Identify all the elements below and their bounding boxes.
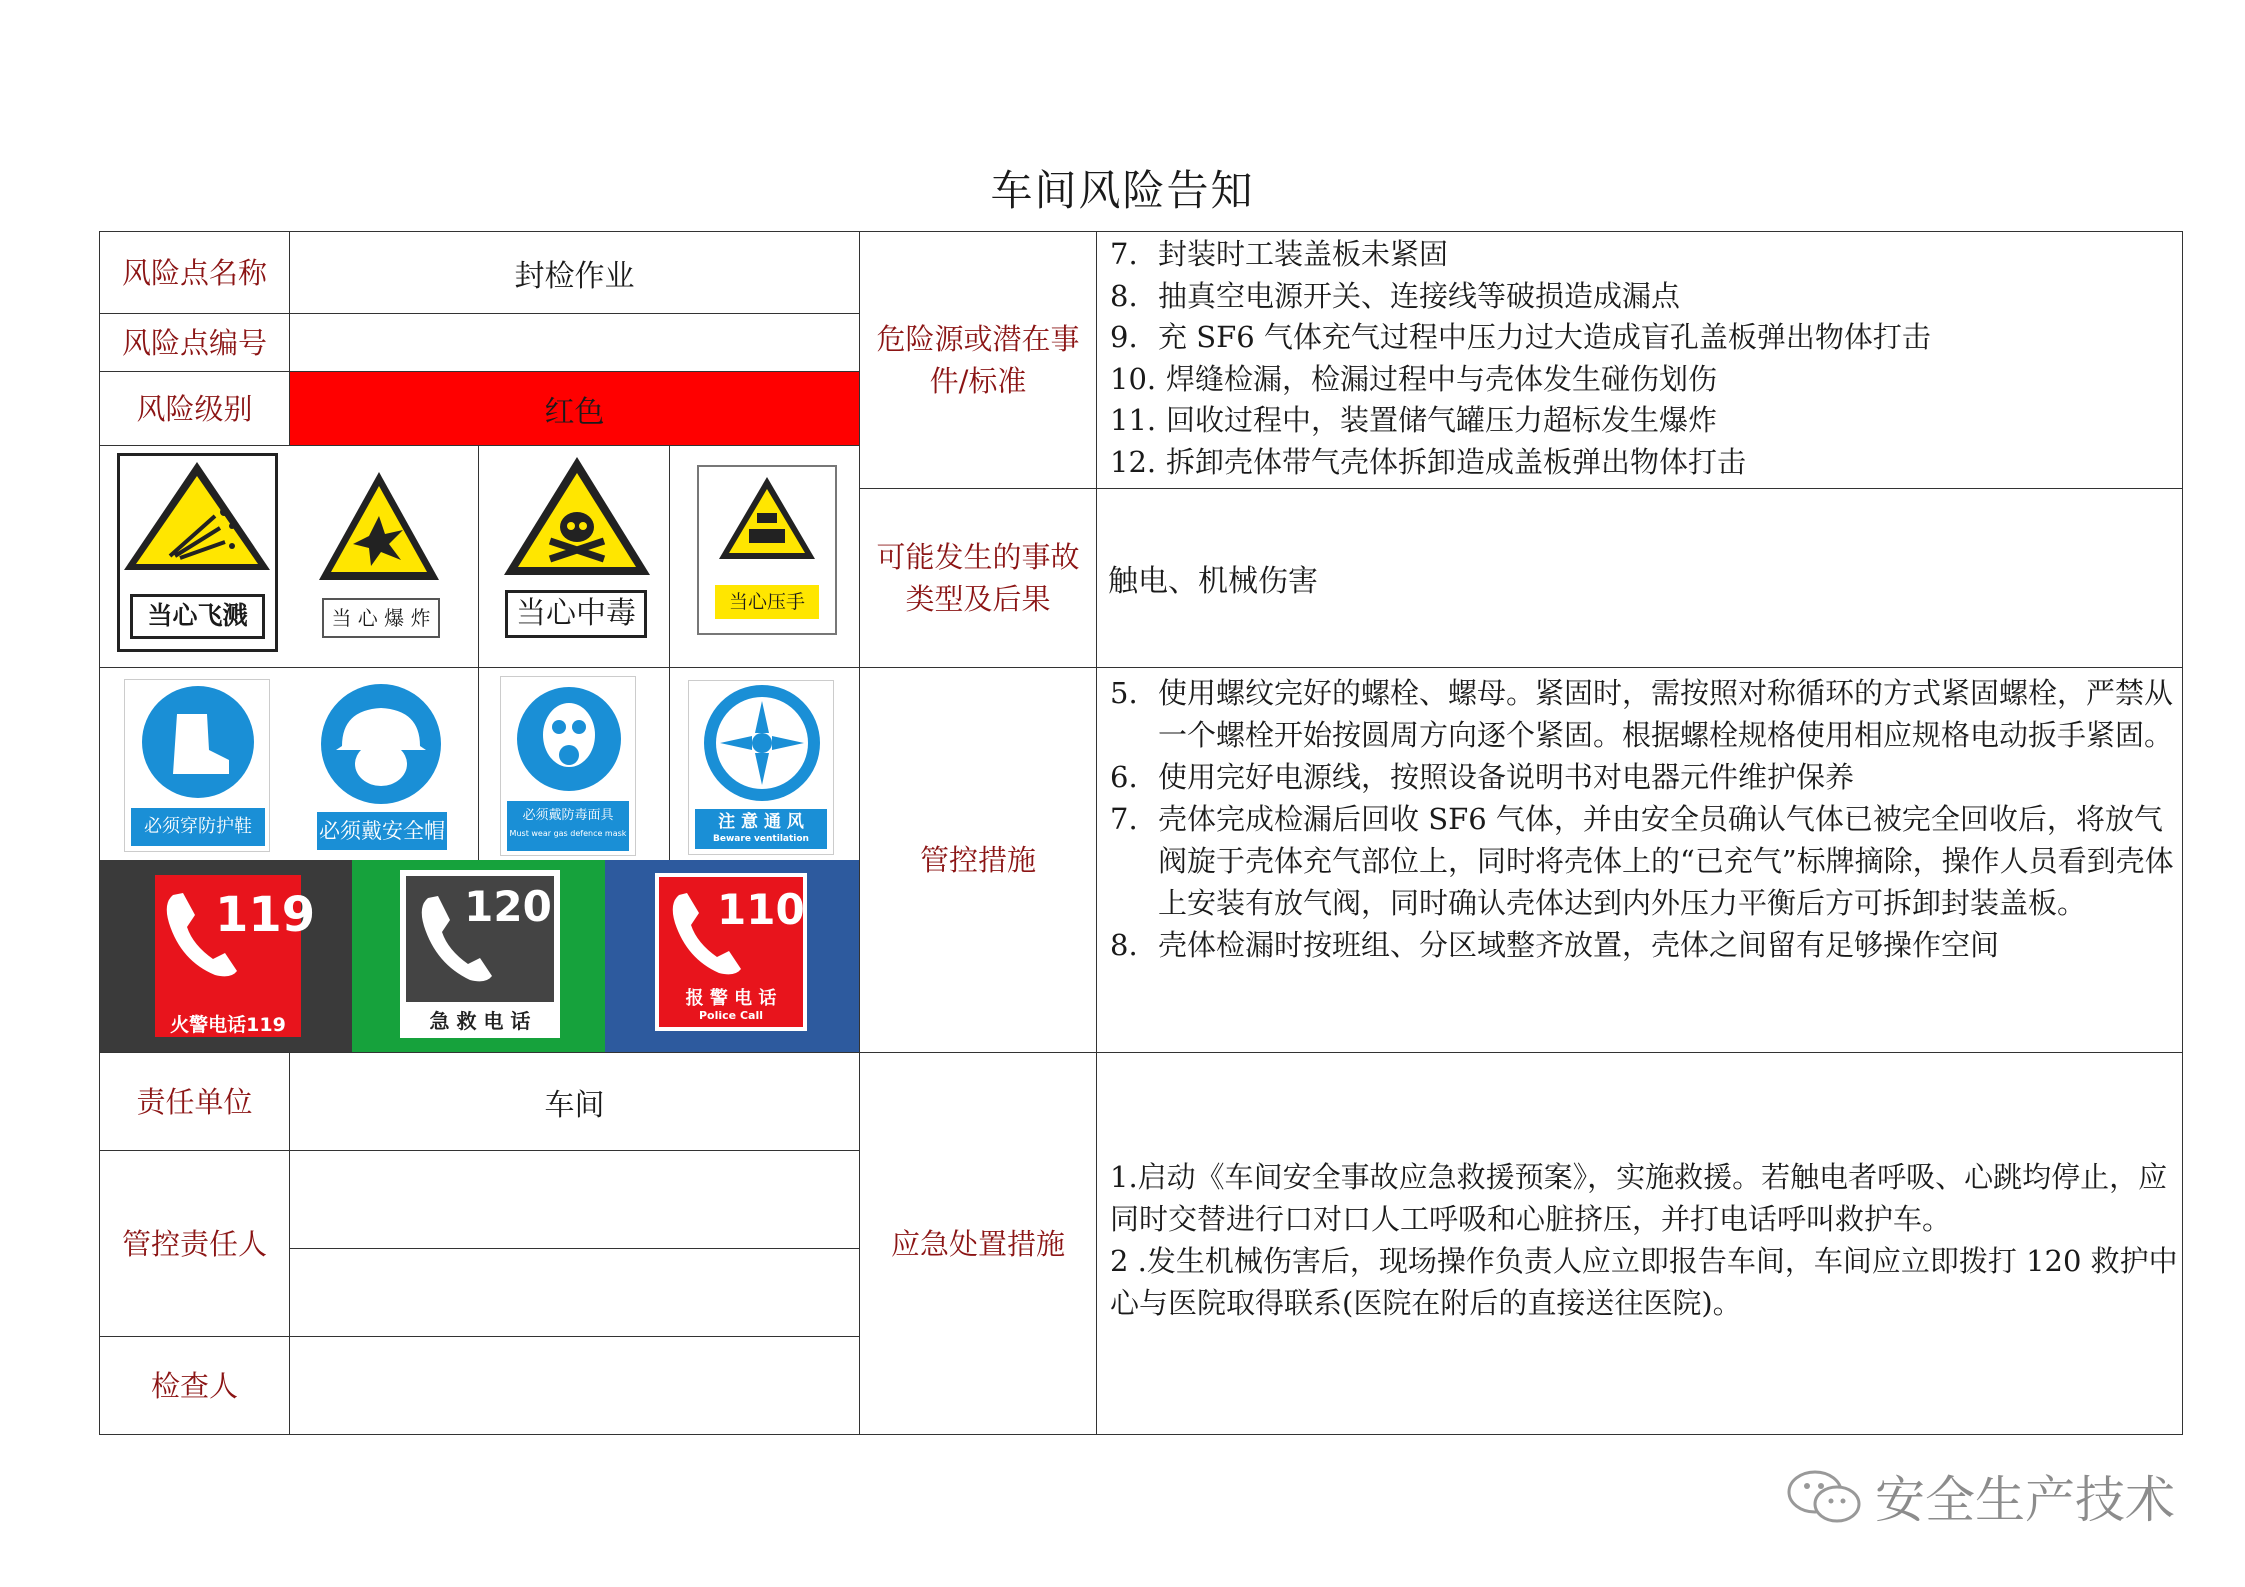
sign-caption: 报 警 电 话 Police Call xyxy=(685,988,777,1022)
fire-phone-plate xyxy=(155,875,316,1037)
fire-phone-sign xyxy=(100,860,352,1052)
safety-shoes-sign xyxy=(124,679,270,852)
list-item: 7. 封装时工装盖板未紧固 xyxy=(1110,237,1449,271)
wechat-icon xyxy=(1785,1466,1865,1526)
label-risk-level: 风险级别 xyxy=(136,391,253,426)
poison-warning-icon xyxy=(502,455,652,580)
gas-mask-sign xyxy=(500,676,636,856)
label-emergency-measures: 应急处置措施 xyxy=(890,1226,1065,1261)
label-hazard-source: 危险源或潜在事件/标准 xyxy=(876,322,1080,398)
emergency-step: 2 .发生机械伤害后，现场操作负责人应立即报告车间，车间应立即拨打 120 救护中心与医院取得联系(医院在附后的直接送往医院)。 xyxy=(1110,1244,2178,1320)
accident-type-value: 触电、机械伤害 xyxy=(1108,564,1318,599)
label-risk-point-name: 风险点名称 xyxy=(121,255,267,290)
risk-point-name-value: 封检作业 xyxy=(514,258,635,294)
list-item: 10. 焊缝检漏，检漏过程中与壳体发生碰伤划伤 xyxy=(1110,361,1718,396)
label-risk-point-code: 风险点编号 xyxy=(121,325,267,360)
responsible-unit-value: 车间 xyxy=(544,1087,605,1123)
sign-caption: 必须戴防毒面具 Must wear gas defence mask xyxy=(507,801,629,851)
divider xyxy=(99,667,859,668)
label-responsible-unit: 责任单位 xyxy=(136,1084,253,1119)
explosion-warning-icon xyxy=(317,468,442,588)
risk-point-code-value xyxy=(290,314,859,371)
table-border-right xyxy=(2182,231,2183,1435)
control-measures-list xyxy=(1110,672,2180,966)
safety-helmet-icon xyxy=(308,680,454,808)
crush-hand-warning-sign xyxy=(697,465,837,635)
phone-number: 119 xyxy=(215,887,316,943)
sign-caption: 当心压手 xyxy=(715,585,819,619)
page-title: 车间风险告知 xyxy=(990,166,1255,215)
label-control-manager: 管控责任人 xyxy=(121,1226,267,1261)
gas-mask-icon xyxy=(501,677,637,797)
list-item: 5. 使用螺纹完好的螺栓、螺母。紧固时，需按照对称循环的方式紧固螺栓，严禁从一个螺栓开始按圆周方向逐个紧固。根据螺栓规格使用相应规格电动扳手紧固。 xyxy=(1110,676,2174,752)
sign-caption: 必须戴安全帽 xyxy=(317,812,447,850)
sign-caption: 当 心 爆 炸 xyxy=(322,598,440,638)
table-border-bottom xyxy=(99,1434,2182,1435)
label-control-measures: 管控措施 xyxy=(919,843,1036,877)
divider xyxy=(669,445,670,860)
poison-warning-sign xyxy=(502,455,652,645)
emergency-measures-text xyxy=(1110,1156,2180,1324)
sign-caption: 当心中毒 xyxy=(505,590,647,638)
flying-debris-warning-icon xyxy=(120,456,275,576)
safety-shoes-icon xyxy=(125,680,271,805)
divider xyxy=(289,1248,859,1249)
hazard-list xyxy=(1110,234,2178,483)
list-item: 11. 回收过程中，装置储气罐压力超标发生爆炸 xyxy=(1110,403,1718,437)
police-phone-plate xyxy=(655,873,807,1031)
label-possible-accident: 可能发生的事故类型及后果 xyxy=(876,540,1080,616)
crush-hand-warning-icon xyxy=(699,467,835,567)
sign-caption: 火警电话119 xyxy=(155,1013,301,1037)
divider xyxy=(1096,231,1097,1435)
list-item: 7. 壳体完成检漏后回收 SF6 气体，并由安全员确认气体已被完全回收后，将放气阀旋于壳体充气部位上，同时将壳体上的“已充气”标牌摘除，操作人员看到壳体上安装有放气阀，同时确认壳体达到内外压力平衡后方可拆卸封装盖板。 xyxy=(1110,802,2174,920)
sign-caption: 注 意 通 风 Beware ventilation xyxy=(695,809,827,849)
safety-helmet-sign xyxy=(308,680,454,855)
flying-debris-warning-sign xyxy=(117,453,278,652)
phone-number: 120 xyxy=(464,882,552,931)
label-inspector: 检查人 xyxy=(150,1368,238,1403)
risk-level-value: 红色 xyxy=(290,372,859,445)
watermark-text: 安全生产技术 xyxy=(1875,1471,2175,1529)
divider xyxy=(478,445,479,860)
emergency-step: 1.启动《车间安全事故应急救援预案》，实施救援。若触电者呼吸、心跳均停止，应同时交替进行口对口人工呼吸和心脏挤压，并打电话呼叫救护车。 xyxy=(1110,1160,2168,1236)
ventilation-icon xyxy=(689,681,835,806)
sign-caption: 当心飞溅 xyxy=(130,594,265,639)
ambulance-phone-sign xyxy=(352,860,605,1052)
police-phone-sign xyxy=(605,860,859,1052)
list-item: 12. 拆卸壳体带气壳体拆卸造成盖板弹出物体打击 xyxy=(1110,444,1747,479)
ventilation-sign xyxy=(688,680,834,855)
ambulance-phone-plate xyxy=(400,870,560,1038)
divider xyxy=(99,445,859,446)
watermark xyxy=(1785,1460,2175,1532)
list-item: 9. 充 SF6 气体充气过程中压力过大造成盲孔盖板弹出物体打击 xyxy=(1110,320,1931,354)
sign-caption: 必须穿防护鞋 xyxy=(131,808,265,846)
list-item: 8. 抽真空电源开关、连接线等破损造成漏点 xyxy=(1110,278,1681,313)
list-item: 6. 使用完好电源线，按照设备说明书对电器元件维护保养 xyxy=(1110,760,1855,794)
sign-caption: 急 救 电 话 xyxy=(429,1009,531,1033)
phone-number: 110 xyxy=(717,885,805,934)
list-item: 8. 壳体检漏时按班组、分区域整齐放置，壳体之间留有足够操作空间 xyxy=(1110,928,2000,962)
explosion-warning-sign xyxy=(317,468,442,643)
